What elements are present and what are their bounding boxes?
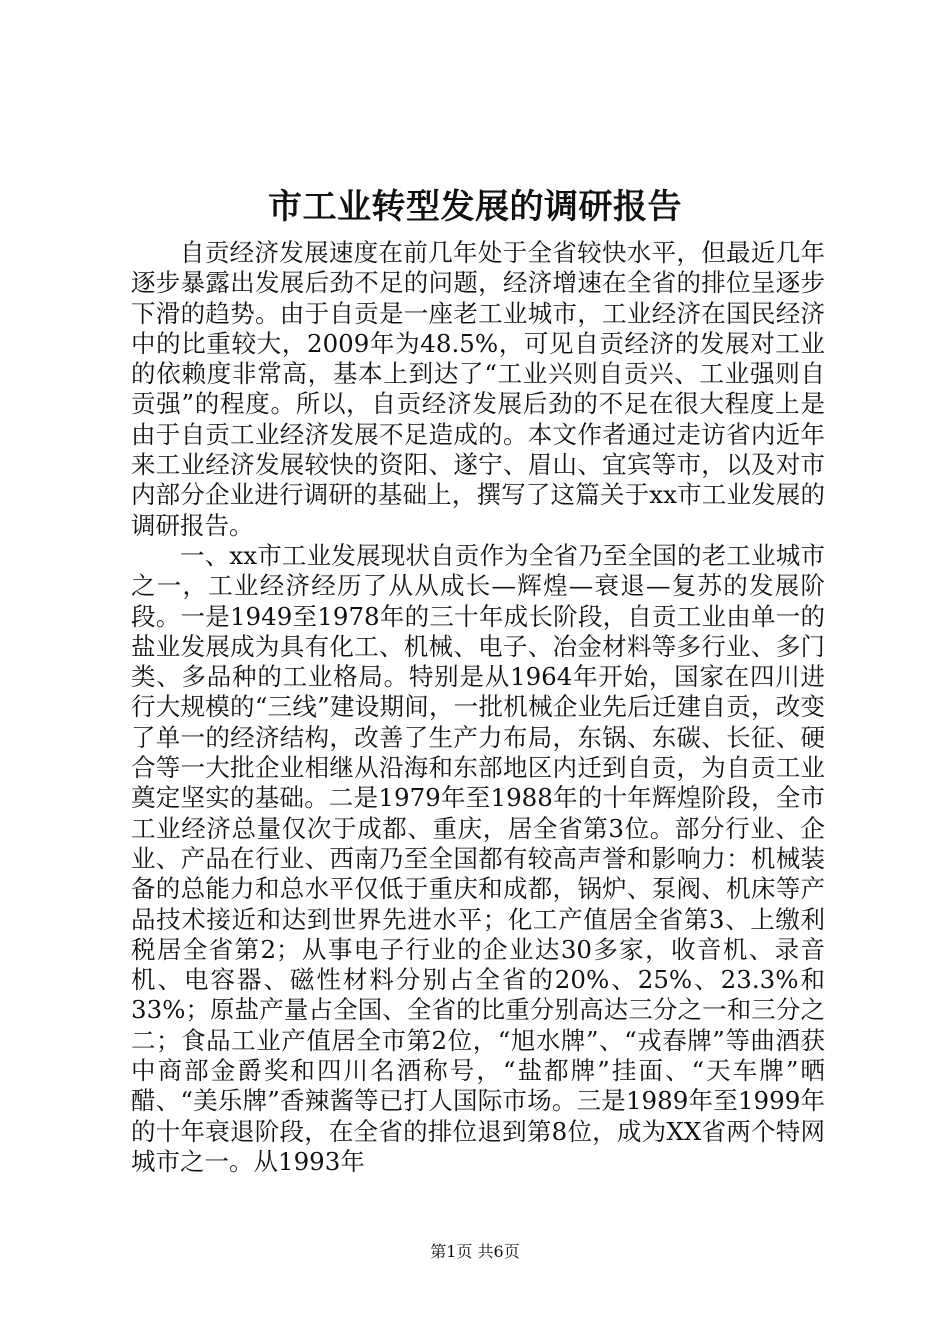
document-body <box>131 238 825 1177</box>
paragraph-section-1: 一、xx市工业发展现状自贡作为全省乃至全国的老工业城市之一，工业经济经历了从从成长—辉煌—衰退—复苏的发展阶段。一是1949至1978年的三十年成长阶段，自贡工业由单一的盐业发展成为具有化工、机械、电子、冶金材料等多行业、多门类、多品种的工业格局。特别是从1964年开始，国家在四川进行大规模的“三线”建设期间，一批机械企业先后迁建自贡，改变了单一的经济结构，改善了生产力布局，东锅、东碳、长征、硬合等一大批企业相继从沿海和东部地区内迁到自贡，为自贡工业奠定坚实的基础。二是1979年至1988年的十年辉煌阶段，全市工业经济总量仅次于成都、重庆，居全省第3位。部分行业、企业、产品在行业、西南乃至全国都有较高声誉和影响力：机械装备的总能力和总水平仅低于重庆和成都，锅炉、泵阀、机床等产品技术接近和达到世界先进水平；化工产值居全省第3、上缴利税居全省第2；从事电子行业的企业达30多家，收音机、录音机、电容器、磁性材料分别占全省的20%、25%、23.3%和33%；原盐产量占全国、全省的比重分别高达三分之一和三分之二；食品工业产值居全市第2位，“旭水牌”、“戎春牌”等曲酒获中商部金爵奖和四川名酒称号，“盐都牌”挂面、“天车牌”晒醋、“美乐牌”香辣酱等已打人国际市场。三是1989年至1999年的十年衰退阶段，在全省的排位退到第8位，成为XX省两个特网城市之一。从1993年 <box>131 540 825 1176</box>
paragraph-intro: 自贡经济发展速度在前几年处于全省较快水平，但最近几年逐步暴露出发展后劲不足的问题，经济增速在全省的排位呈逐步下滑的趋势。由于自贡是一座老工业城市，工业经济在国民经济中的比重较大，2009年为48.5%，可见自贡经济的发展对工业的依赖度非常高，基本上到达了“工业兴则自贡兴、工业强则自贡强”的程度。所以，自贡经济发展后劲的不足在很大程度上是由于自贡工业经济发展不足造成的。本文作者通过走访省内近年来工业经济发展较快的资阳、遂宁、眉山、宜宾等市，以及对市内部分企业进行调研的基础上，撰写了这篇关于xx市工业发展的调研报告。 <box>131 238 825 540</box>
page-number: 第1页 共6页 <box>430 1242 520 1261</box>
page-title: 市工业转型发展的调研报告 <box>268 187 682 227</box>
